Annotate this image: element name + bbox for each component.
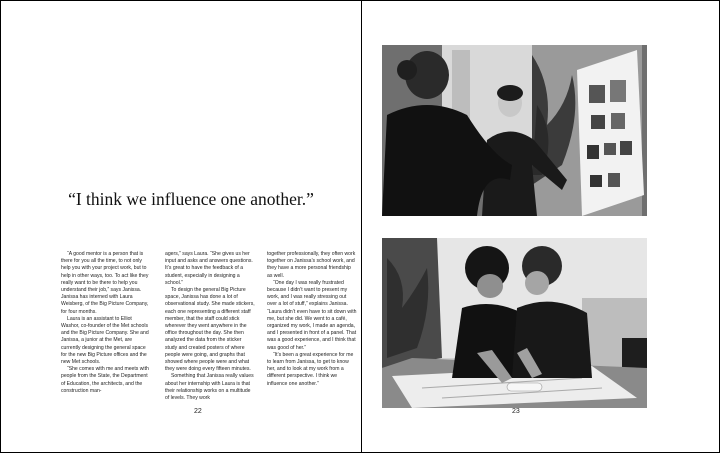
- pull-quote: “I think we influence one another.”: [68, 189, 314, 209]
- paragraph: together professionally, they often work together on Janissa’s school work, and they have a more personal friendship as well.: [267, 251, 356, 279]
- text-column-2: [165, 251, 255, 402]
- page-number-left: 22: [194, 408, 202, 415]
- paragraph: Laura is an assistant to Elliot Washor, co-founder of the Met schools and the Big Picture Company. She and Janissa, a junior at the Met, are currently designing the general space for the new Big Picture offices and the new Met schools.: [61, 315, 149, 366]
- paragraph: “She comes with me and meets with people from the State, the Department of Education, the architects, and the construction man-: [61, 366, 149, 394]
- text-column-3: [267, 251, 357, 388]
- photo-two-women-at-poster-board-icon: [382, 45, 647, 216]
- photo-blueprints: [382, 238, 647, 408]
- paragraph: “It’s been a great experience for me to learn from Janissa, to get to know her, and to look at my work from a different perspective. I think we influence one another.”: [267, 351, 354, 387]
- text-column-1: [61, 251, 151, 395]
- photo-poster-board: [382, 45, 647, 216]
- paragraph: agers,” says Laura. “She gives us her input and asks and answers questions. It’s great to have the feedback of a student, especially in designing a school.”: [165, 251, 253, 286]
- page-number-right: 23: [512, 408, 520, 415]
- paragraph: To design the general Big Picture space, Janissa has done a lot of observational study. She made stickers, each one representing a different staff member, that the staff could stick wherever they went anywhere in the office throughout the day. She then analyzed the data from the sticker study and created posters of where people were going, and graphs that showed where people were and what they were doing every fifteen minutes.: [165, 287, 255, 373]
- paragraph: Something that Janissa really values about her internship with Laura is that their relationship works on a multitude of levels. They work: [165, 373, 254, 402]
- page-gutter: [361, 1, 362, 452]
- paragraph: “A good mentor is a person that is there for you all the time, to not only help you with your project work, but to help in other ways, too. To act like they really want to be there to help you understand their job,” says Janissa. Janissa has interned with Laura Weisberg, of the Big Picture Company, for four months.: [61, 251, 149, 315]
- paragraph: “One day I was really frustrated because I didn’t want to present my work, and I was really stressing out over a lot of stuff,” explains Janissa. “Laura didn’t even have to sit down with me, but she did. We went to a café, organized my work, I made an agenda, and I presented in front of a panel. That was a good experience, and I think that was good of her.”: [267, 279, 357, 351]
- photo-two-women-reviewing-blueprints-icon: [382, 238, 647, 408]
